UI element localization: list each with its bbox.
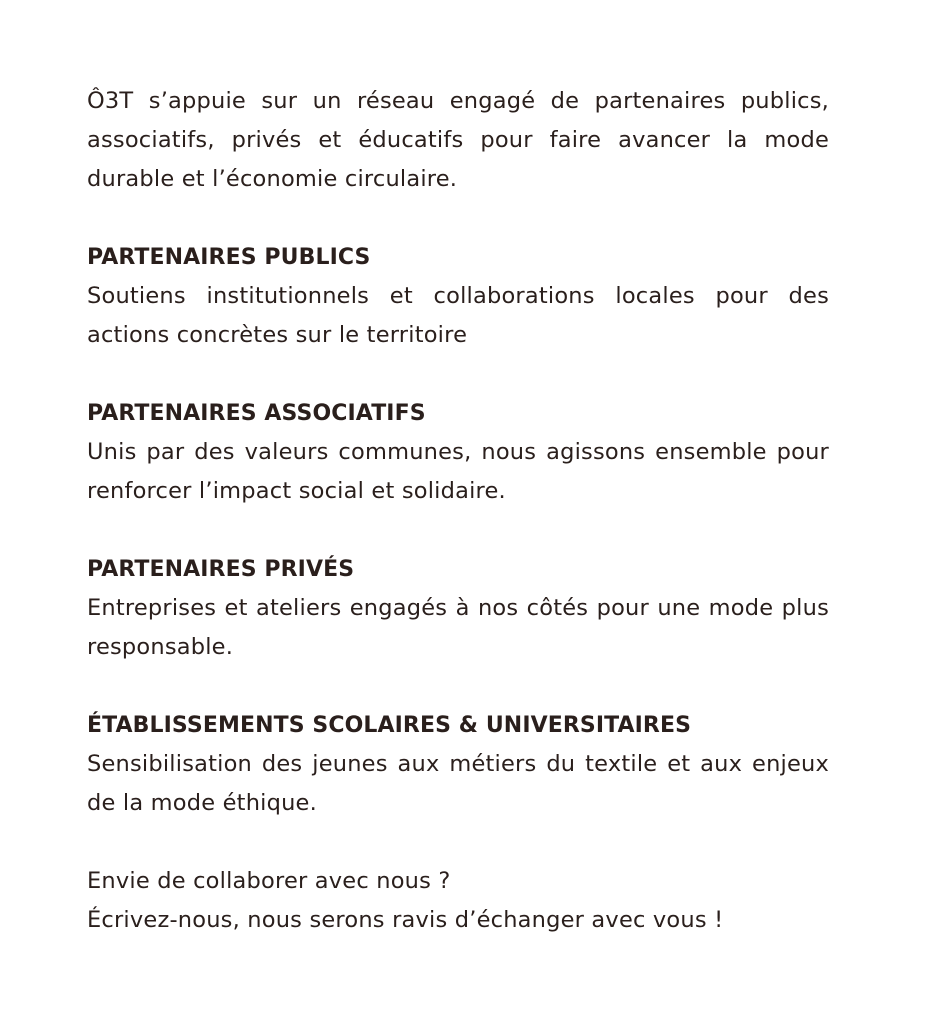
section-private-partners [87, 550, 829, 667]
section-associative-partners [87, 394, 829, 511]
intro-paragraph: Ô3T s’appuie sur un réseau engagé de partenaires publics, associatifs, privés et éducatifs pour faire avancer la mode durable et l’économie circulaire. [87, 88, 829, 192]
section-heading: PARTENAIRES PRIVÉS [87, 557, 355, 582]
section-text: Sensibilisation des jeunes aux métiers du textile et aux enjeux de la mode éthique. [87, 751, 829, 816]
section-public-partners [87, 238, 829, 355]
section-heading: ÉTABLISSEMENTS SCOLAIRES & UNIVERSITAIRES [87, 713, 692, 738]
section-text: Unis par des valeurs communes, nous agissons ensemble pour renforcer l’impact social et solidaire. [87, 439, 829, 504]
partners-document [87, 82, 829, 940]
section-schools-universities [87, 706, 829, 823]
section-heading: PARTENAIRES PUBLICS [87, 245, 371, 270]
section-heading: PARTENAIRES ASSOCIATIFS [87, 401, 426, 426]
section-text: Soutiens institutionnels et collaborations locales pour des actions concrètes sur le territoire [87, 283, 829, 348]
call-to-action [87, 862, 829, 940]
cta-line-invite: Écrivez-nous, nous serons ravis d’échanger avec vous ! [87, 907, 724, 933]
section-text: Entreprises et ateliers engagés à nos côtés pour une mode plus responsable. [87, 595, 829, 660]
cta-line-question: Envie de collaborer avec nous ? [87, 868, 451, 894]
